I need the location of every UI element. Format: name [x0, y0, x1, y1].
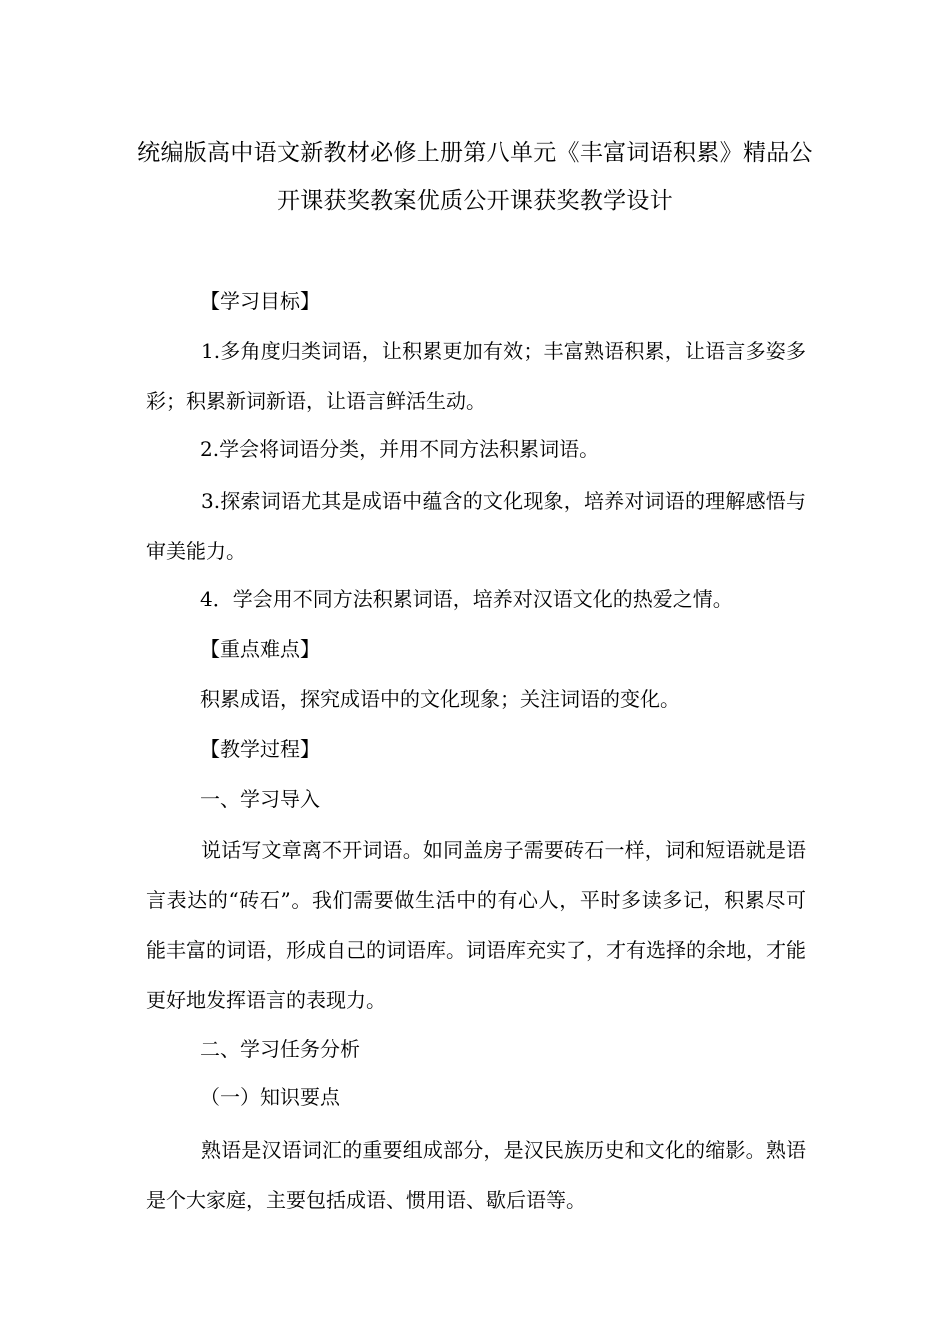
document-title-line-1: 统编版高中语文新教材必修上册第八单元《丰富词语积累》精品公 — [137, 140, 813, 166]
objective-3: 3.探索词语尤其是成语中蕴含的文化现象，培养对词语的理解感悟与审美能力。 — [146, 489, 806, 563]
objective-4: 4．学会用不同方法积累词语，培养对汉语文化的热爱之情。 — [200, 587, 733, 611]
objective-2: 2.学会将词语分类，并用不同方法积累词语。 — [200, 437, 600, 461]
objective-1: 1.多角度归类词语，让积累更加有效；丰富熟语积累，让语言多姿多彩；积累新词新语，让语言鲜活生动。 — [146, 339, 806, 413]
process-heading: 【教学过程】 — [200, 737, 320, 761]
part1-heading: 一、学习导入 — [200, 787, 320, 811]
part2-heading: 二、学习任务分析 — [200, 1037, 360, 1061]
key-points-heading: 【重点难点】 — [200, 637, 320, 661]
key-points-text: 积累成语，探究成语中的文化现象；关注词语的变化。 — [200, 687, 680, 711]
part2-text: 熟语是汉语词汇的重要组成部分，是汉民族历史和文化的缩影。熟语是个大家庭，主要包括成语、惯用语、歇后语等。 — [146, 1138, 806, 1212]
part2-sub-heading: （一）知识要点 — [200, 1085, 340, 1109]
part1-text: 说话写文章离不开词语。如同盖房子需要砖石一样，词和短语就是语言表达的“砖石”。我们需要做生活中的有心人，平时多读多记，积累尽可能丰富的词语，形成自己的词语库。词语库充实了，才有选择的余地，才能更好地发挥语言的表现力。 — [146, 838, 806, 1012]
objectives-heading: 【学习目标】 — [200, 289, 320, 313]
document-title-line-2: 开课获奖教案优质公开课获奖教学设计 — [276, 188, 674, 214]
